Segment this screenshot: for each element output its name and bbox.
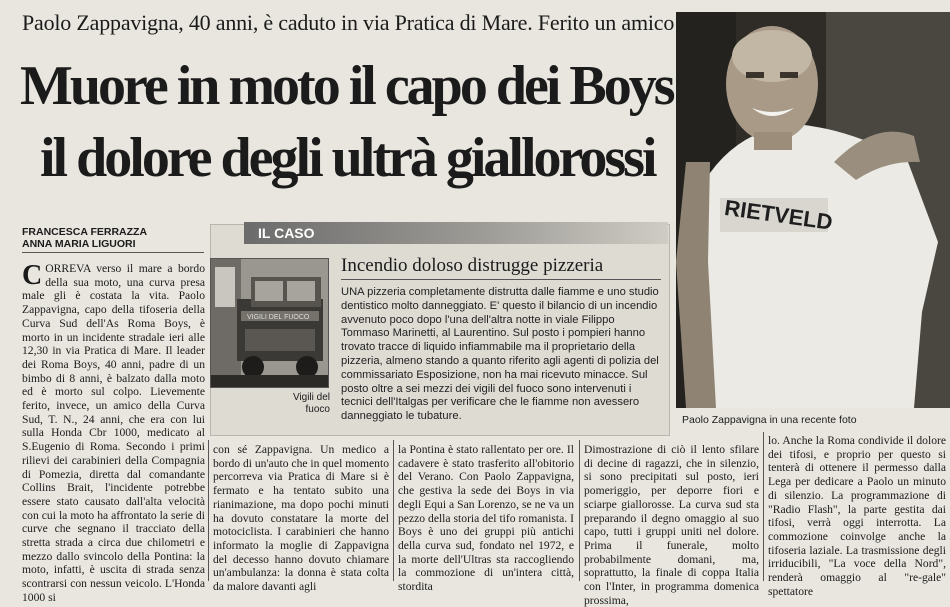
column-divider [208,440,209,581]
article-column-2: con sé Zappavigna. Un medico a bordo di un'auto che in quel momento percorreva via Pratica di Mare si è fermato e ha tentato subito una rianimazione, ma dopo pochi minuti ha dovuto constatare la morte del motociclista. I carabinieri che hanno informato la moglie di Zappavigna del decesso hanno dovuto chiamare un'ambulanza: la donna è stata colta da malore davanti agli [213,443,389,594]
headline-line-1: Muore in moto il capo dei Boys [20,55,673,117]
sidebar-title: Incendio doloso distrugge pizzeria [341,255,604,276]
truck-photo-caption: Vigili del fuoco [292,392,330,415]
article-column-5: lo. Anche la Roma condivide il dolore dei tifosi, e proprio per questo si tenterà di ottenere il permesso dalla Lega per dedicare a Paolo un minuto di silenzio. La programmazione di "Radio Flash", la parte gestita dai tifosi, verrà oggi interrotta. La commozione coinvolge anche la tifoseria laziale. La trasmissione degli irriducibili, "La voce della Nord", renderà omaggio al "re-gale" spettatore [768,434,946,598]
sidebar-tag-label: IL CASO [258,225,315,241]
article-column-1 [22,260,205,604]
portrait-image [676,12,950,408]
column-text: ORREVA verso il mare a bordo della sua moto, una curva presa male gli è costata la vita. Paolo Zappavigna, capo della tifoseria della Curva Sud dell'As Roma Boys, è morto in un incidente stradale ieri alle 12,30 in via Pratica di Mare. Il leader dei Roma Boys, 40 anni, padre di un bimbo di 8 anni, è balzato dalla moto ed è morto sul colpo. Lievemente ferito, invece, un amico della Curva Sud, T. N., 24 anni, che era con lui sulla Honda Cbr 1000, medicato al S.Eugenio di Roma. Secondo i primi rilievi dei carabinieri della Compagnia di Pomezia, diretta dal comandante Collins Brait, l'incidente potrebbe essere stato causato dall'alta velocità con cui la moto ha affrontato la serie di curve che segnano il tracciato della stretta strada a circa due chilometri e mezzo dallo svincolo della Pontina: la moto, infatti, è uscita di strada senza scontrarsi con nessun veicolo. L'Honda 1000 si [22,262,205,604]
sidebar-tag [244,222,668,244]
article-column-4: Dimostrazione di ciò il lento sfilare di decine di ragazzi, che in silenzio, si sono precipitati sul posto, ieri pomeriggio, per deporre fiori e sciarpe giallorosse. La curva sud sta preparando il degno omaggio al suo capo, tutti i gruppi uniti nel dolore. Prima il funerale, molto probabilmente domani, ma, soprattutto, la finale di coppa Italia con l'Inter, in programma domenica prossima, [584,443,759,607]
author-name: FRANCESCA FERRAZZA [22,226,148,238]
article-kicker: Paolo Zappavigna, 40 anni, è caduto in via Pratica di Mare. Ferito un amico [22,10,675,35]
fire-truck-photo [210,258,329,388]
truck-label: VIGILI DEL FUOCO [247,314,310,321]
byline [22,226,147,250]
portrait-caption: Paolo Zappavigna in una recente foto [682,414,857,426]
column-divider [763,432,764,581]
column-divider [579,440,580,581]
author-name: ANNA MARIA LIGUORI [22,238,136,250]
column-divider [393,440,394,581]
drop-cap: C [22,260,43,291]
sidebar-title-divider [341,279,661,280]
fire-truck-icon [211,259,328,387]
portrait-photo [676,12,950,408]
article-column-3: la Pontina è stato rallentato per ore. Il cadavere è stato trasferito all'obitorio del Verano. Con Paolo Zappavigna, che gestiva la sede dei Boys in via degli Equi a San Lorenzo, se ne va un pezzo della storia del tifo romanista. I Boys è uno dei gruppi più antichi della curva sud, fondato nel 1972, e la morte dell'Ultras sta raccogliendo la commozione di un'intera città, stordita [398,443,574,594]
sidebar-text: UNA pizzeria completamente distrutta dalle fiamme e uno studio dentistico molto danneggiato. E' questo il bilancio di un incendio avvenuto poco dopo l'una dell'altra notte in viale Filippo Tommaso Marinetti, al Laurentino. Sul posto i pompieri hanno trovato tracce di liquido infiammabile ma il proprietario della pizzeria, almeno stando a quanto riferito agli agenti di polizia del commissariato Esposizione, non ha mai ricevuto minacce. Sul posto oltre a sei mezzi dei vigili del fuoco sono intervenuti i tecnici dell'Italgas per verificare che le fiamme non avessero danneggiato le tubature. [341,286,659,423]
byline-divider [22,252,204,253]
headline-line-2: il dolore degli ultrà giallorossi [40,127,655,189]
shirt-print: RIETVELD [722,194,835,235]
